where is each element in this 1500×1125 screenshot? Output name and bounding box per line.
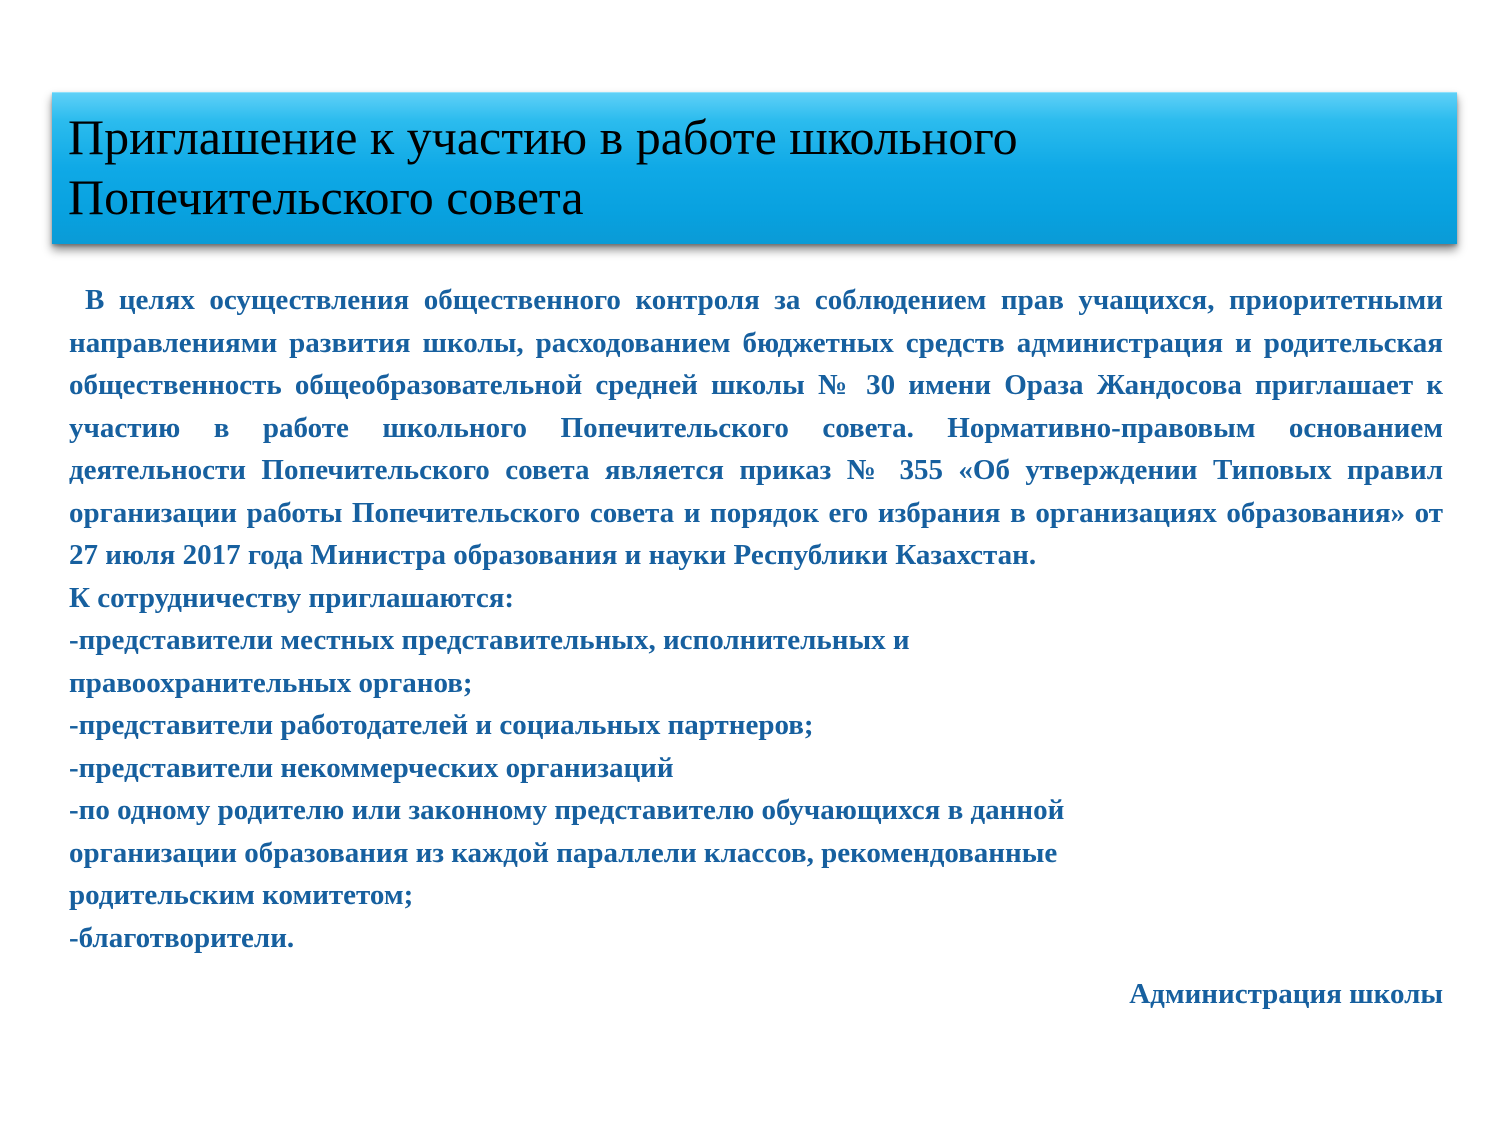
announcement-body [69, 279, 1443, 1016]
invitee-line: -благотворители. [69, 921, 295, 954]
invitee-line: -по одному родителю или законному представителю обучающихся в данной [69, 794, 1065, 826]
invite-heading: К сотрудничеству приглашаются: [69, 581, 515, 614]
page-title-line-1: Приглашение к участию в работе школьного [68, 109, 1018, 165]
main-paragraph: В целях осуществления общественного контроля за соблюдением прав учащихся, приоритетными направлениями развития школы, расходованием бюджетных средств администрация и родительская общественность общеобразовательной средней школы № 30 имени Ораза Жандосова приглашает к участию в работе школьного Попечительского совета. Нормативно-правовым основанием деятельности Попечительского совета является приказ № 355 «Об утверждении Типовых правил организации работы Попечительского совета и порядок его избрания в организациях образования» от 27 июля 2017 года Министра образования и науки Республики Казахстан. [69, 284, 1443, 571]
invitee-line: правоохранительных органов; [69, 666, 473, 699]
signature: Администрация школы [1129, 978, 1443, 1010]
invitee-line: -представители местных представительных, исполнительных и [69, 624, 910, 656]
invitee-line: -представители некоммерческих организаций [69, 751, 674, 784]
page-title-line-2: Попечительского совета [68, 169, 584, 225]
invitee-line: -представители работодателей и социальных партнеров; [69, 709, 814, 741]
invitee-line: родительским комитетом; [69, 879, 414, 911]
page-title [68, 107, 1439, 227]
title-banner [52, 92, 1457, 244]
invitee-line: организации образования из каждой параллели классов, рекомендованные [69, 836, 1058, 869]
